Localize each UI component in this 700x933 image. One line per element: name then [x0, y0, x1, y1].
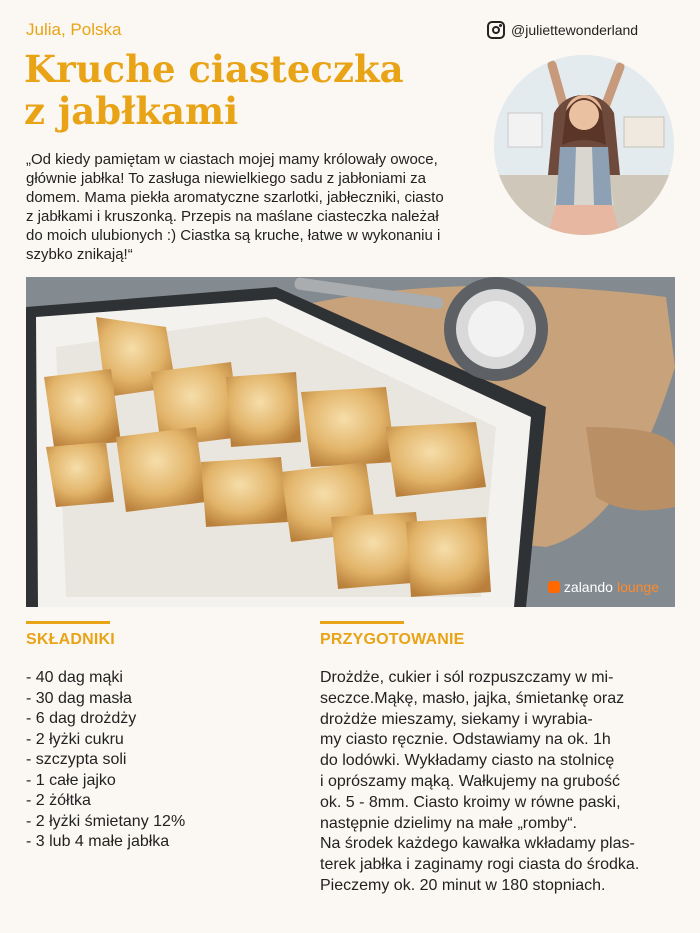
ingredient-item: - 2 łyżki cukru: [26, 730, 124, 748]
title-line-2: z jabłkami: [24, 89, 239, 133]
ingredients-heading: SKŁADNIKI: [26, 631, 115, 648]
preparation-line: drożdże mieszamy, siekamy i wyrabia-: [320, 710, 593, 728]
preparation-line: do lodówki. Wykładamy ciasto na stolnicę: [320, 752, 615, 770]
portrait-illustration: [494, 55, 674, 235]
intro-line: „Od kiedy pamiętam w ciastach mojej mamy królowały owoce,: [26, 151, 438, 168]
ingredient-item: - 2 żółtka: [26, 792, 91, 809]
title-line-1: Kruche ciasteczka: [24, 47, 404, 91]
recipe-title: [24, 48, 464, 132]
logo-text-zalando: zalando: [563, 579, 613, 595]
ingredients-list: [26, 668, 185, 853]
intro-line: szybko znikają!“: [26, 246, 133, 263]
recipe-photo: [26, 277, 675, 607]
preparation-line: my ciasto ręcznie. Odstawiamy na ok. 1h: [320, 731, 611, 749]
instagram-handle-text: @juliettewonderland: [511, 22, 639, 38]
cookies-illustration: [26, 277, 675, 607]
author-portrait: [494, 55, 674, 235]
preparation-rule: [320, 621, 404, 624]
preparation-line: następnie dzielimy na małe „romby“.: [320, 814, 577, 832]
preparation-heading: PRZYGOTOWANIE: [320, 631, 465, 648]
author-label: Julia, Polska: [26, 20, 122, 39]
preparation-line: Drożdże, cukier i sól rozpuszczamy w mi-: [320, 669, 614, 686]
ingredient-item: - 6 dag drożdży: [26, 710, 137, 727]
preparation-line: seczce.Mąkę, masło, jajka, śmietankę oraz: [320, 689, 625, 707]
ingredient-item: - 30 dag masła: [26, 689, 132, 707]
preparation-line: Na środek każdego kawałka wkładamy plas-: [320, 835, 635, 853]
preparation-line: i oprószamy mąką. Wałkujemy na grubość: [320, 772, 620, 790]
preparation-line: ok. 5 - 8mm. Ciasto kroimy w równe paski,: [320, 793, 621, 811]
intro-quote: [26, 150, 486, 264]
instagram-icon: [487, 21, 505, 39]
intro-line: domem. Mama piekła aromatyczne szarlotki, jabłeczniki, ciasto: [26, 189, 444, 206]
ingredients-rule: [26, 621, 110, 624]
ingredient-item: - 3 lub 4 małe jabłka: [26, 833, 170, 850]
zalando-logo-icon: [548, 581, 560, 593]
ingredient-item: - szczypta soli: [26, 751, 127, 768]
intro-line: głównie jabłka! To zasługa niewielkiego sadu z jabłoniami za: [26, 170, 426, 187]
preparation-text: [320, 668, 680, 897]
preparation-line: Pieczemy ok. 20 minut w 180 stopniach.: [320, 876, 606, 894]
ingredient-item: - 1 całe jajko: [26, 771, 116, 789]
ingredient-item: - 2 łyżki śmietany 12%: [26, 812, 186, 830]
preparation-line: terek jabłka i zaginamy rogi ciasta do środka.: [320, 856, 640, 874]
zalando-lounge-logo: [548, 579, 659, 595]
logo-text-lounge: lounge: [616, 579, 659, 595]
intro-line: z jabłkami i kruszonką. Przepis na maślane ciasteczka należał: [26, 208, 439, 225]
intro-line: do moich ulubionych :) Ciastka są kruche, łatwe w wykonaniu i: [26, 227, 441, 244]
instagram-handle[interactable]: [487, 21, 638, 39]
ingredient-item: - 40 dag mąki: [26, 669, 123, 686]
